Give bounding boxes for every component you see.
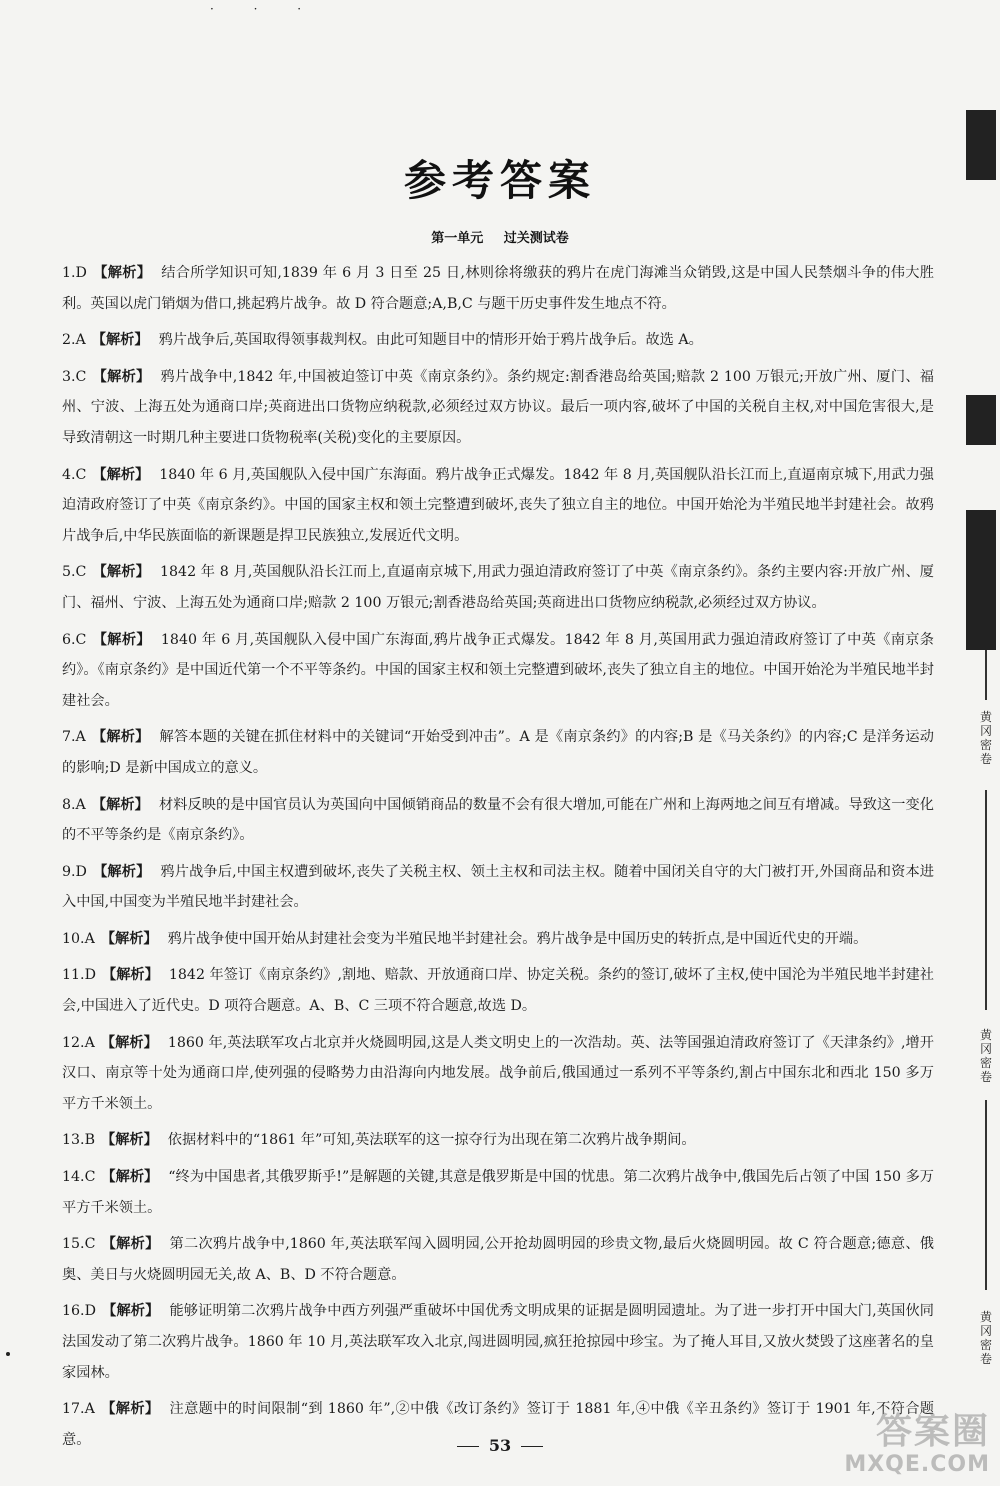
answer-item [62,325,934,356]
side-label: 黄冈密卷 [979,1028,992,1084]
answer-text: 能够证明第二次鸦片战争中西方列强严重破坏中国优秀文明成果的证据是圆明园遗址。为了进一步打开中国大门,英国伙同法国发动了第二次鸦片战争。1860 年 10 月,英法联军攻入北京,闯进圆明园,疯狂抢掠园中珍宝。为了掩人耳目,又放火焚毁了这座著名的皇家园林。 [62,1303,934,1381]
watermark-url: MXQE.COM [844,1452,990,1477]
analysis-tag: 【解析】 [92,863,151,880]
answer-number: 7.A [62,729,86,746]
answer-item [62,557,934,618]
answer-number: 6.C [62,631,87,648]
side-block [966,110,996,180]
watermark-logo: 答案圈 [875,1411,990,1452]
analysis-tag: 【解析】 [92,466,150,483]
answer-number: 13.B [62,1132,95,1149]
answer-number: 3.C [62,368,87,385]
answer-text: 鸦片战争后,中国主权遭到破坏,丧失了关税主权、领土主权和司法主权。随着中国闭关自守的大门被打开,外国商品和资本进入中国,中国变为半殖民地半封建社会。 [62,863,934,911]
watermark [844,1412,990,1478]
answer-number: 1.D [62,265,87,281]
answer-text: 鸦片战争后,英国取得领事裁判权。由此可知题目中的情形开始于鸦片战争后。故选 A。 [158,332,703,349]
answer-text: 1840 年 6 月,英国舰队入侵中国广东海面,鸦片战争正式爆发。1842 年 8 月,英国用武力强迫清政府签订了中英《南京条约》。《南京条约》是中国近代第一个不平等条约。中国的国家主权和领土完整遭到破坏,丧失了独立自主的地位。中国开始沦为半殖民地半封建社会。 [62,631,934,709]
side-label: 黄冈密卷 [979,710,992,766]
answer-item [62,960,934,1021]
answer-item [62,1229,934,1290]
analysis-tag: 【解析】 [92,265,152,281]
page-title: 参考答案 [403,156,596,205]
answer-number: 16.D [62,1303,96,1320]
answer-item [62,722,934,783]
answer-item [62,790,934,851]
answer-number: 8.A [62,796,86,813]
analysis-tag: 【解析】 [101,1132,158,1149]
answer-item [62,258,934,319]
analysis-tag: 【解析】 [91,332,149,349]
answer-number: 14.C [62,1169,96,1186]
analysis-tag: 【解析】 [92,564,150,581]
answer-item [62,1296,934,1388]
analysis-tag: 【解析】 [101,1236,160,1253]
analysis-tag: 【解析】 [92,368,151,385]
answer-item [62,625,934,717]
answer-number: 4.C [62,466,87,483]
answer-number: 17.A [62,1401,95,1418]
answer-number: 10.A [62,930,95,947]
answer-number: 11.D [62,967,96,984]
answer-number: 15.C [62,1236,96,1253]
side-label: 黄冈密卷 [979,1310,992,1366]
answer-text: 注意题中的时间限制“到 1860 年”,②中俄《改订条约》签订于 1881 年,④中俄《辛丑条约》签订于 1901 年,不符合题意。 [62,1401,934,1448]
side-block [966,510,996,650]
answer-number: 9.D [62,863,87,880]
analysis-tag: 【解析】 [101,1169,159,1186]
answer-text: 解答本题的关键在抓住材料中的关键词“开始受到冲击”。A 是《南京条约》的内容;B 是《马关条约》的内容;C 是洋务运动的影响;D 是新中国成立的意义。 [62,729,934,776]
answer-text: 鸦片战争使中国开始从封建社会变为半殖民地半封建社会。鸦片战争是中国历史的转折点,是中国近代史的开端。 [167,930,868,947]
analysis-tag: 【解析】 [100,1034,158,1051]
answer-text: 1860 年,英法联军攻占北京并火烧圆明园,这是人类文明史上的一次浩劫。英、法等国强迫清政府签订了《天津条约》,增开汉口、南京等十处为通商口岸,使列强的侵略势力由沿海向内地发展。战争前后,俄国通过一系列不平等条约,割占中国东北和西北 150 多万平方千米领土。 [62,1034,934,1112]
side-block [966,395,996,445]
answer-text: 鸦片战争中,1842 年,中国被迫签订中英《南京条约》。条约规定:割香港岛给英国;赔款 2 100 万银元;开放广州、厦门、福州、宁波、上海五处为通商口岸;英商进出口货物应纳税款,必须经过双方协议。最后一项内容,破坏了中国的关税自主权,对中国危害很大,是导致清朝这一时期几种主要进口货物税率(关税)变化的主要原因。 [62,368,934,446]
section-unit: 第一单元 [431,231,484,246]
answer-item [62,1162,934,1223]
side-line [985,650,987,700]
answer-number: 5.C [62,564,87,581]
analysis-tag: 【解析】 [91,796,149,813]
side-line [985,1100,987,1290]
answer-text: 第二次鸦片战争中,1860 年,英法联军闯入圆明园,公开抢劫圆明园的珍贵文物,最后火烧圆明园。故 C 符合题意;德意、俄奥、美日与火烧圆明园无关,故 A、B、D 不符合题意。 [62,1236,934,1283]
answer-text: 材料反映的是中国官员认为英国向中国倾销商品的数量不会有很大增加,可能在广州和上海两地之间互有增减。导致这一变化的不平等条约是《南京条约》。 [62,796,934,844]
section-name: 过关测试卷 [503,231,569,246]
analysis-tag: 【解析】 [92,631,151,648]
answer-item [62,362,934,454]
answer-text: “终为中国患者,其俄罗斯乎!”是解题的关键,其意是俄罗斯是中国的忧患。第二次鸦片战争中,俄国先后占领了中国 150 多万平方千米领土。 [62,1169,934,1216]
analysis-tag: 【解析】 [100,930,158,947]
scan-specks: · · · [210,2,320,16]
answer-number: 2.A [62,332,86,349]
answer-text: 结合所学知识可知,1839 年 6 月 3 日至 25 日,林则徐将缴获的鸦片在虎门海滩当众销毁,这是中国人民禁烟斗争的伟大胜利。英国以虎门销烟为借口,挑起鸦片战争。故 D 符合题意;A,B,C 与题干历史事件发生地点不符。 [62,265,934,312]
section-heading [0,227,1000,246]
answer-item [62,1028,934,1120]
answer-list [62,258,934,1461]
answer-text: 1840 年 6 月,英国舰队入侵中国广东海面。鸦片战争正式爆发。1842 年 8 月,英国舰队沿长江而上,直逼南京城下,用武力强迫清政府签订了中英《南京条约》。中国的国家主权和领土完整遭到破坏,丧失了独立自主的地位。中国开始沦为半殖民地半封建社会。故鸦片战争后,中华民族面临的新课题是捍卫民族独立,发展近代文明。 [62,466,934,544]
analysis-tag: 【解析】 [100,1401,160,1418]
scan-dot [6,1352,10,1356]
answer-item [62,924,934,955]
analysis-tag: 【解析】 [101,967,159,984]
side-margin-bar [960,110,1000,1410]
answer-number: 12.A [62,1034,95,1051]
answer-item [62,460,934,552]
dash-right [521,1446,543,1447]
answer-item [62,1125,934,1156]
dash-left [457,1446,479,1447]
answer-item [62,857,934,918]
analysis-tag: 【解析】 [91,729,150,746]
analysis-tag: 【解析】 [101,1303,160,1320]
page-number-value: 53 [488,1436,512,1455]
answer-text: 依据材料中的“1861 年”可知,英法联军的这一掠夺行为出现在第二次鸦片战争期间。 [167,1132,696,1149]
answer-text: 1842 年 8 月,英国舰队沿长江而上,直逼南京城下,用武力强迫清政府签订了中英《南京条约》。条约主要内容:开放广州、厦门、福州、宁波、上海五处为通商口岸;赔款 2 100 万银元;割香港岛给英国;英商进出口货物应纳税款,必须经过双方协议。 [62,564,934,611]
side-line [985,790,987,1010]
answer-text: 1842 年签订《南京条约》,割地、赔款、开放通商口岸、协定关税。条约的签订,破坏了主权,使中国沦为半殖民地半封建社会,中国进入了近代史。D 项符合题意。A、B、C 三项不符合题意,故选 D。 [62,967,934,1015]
